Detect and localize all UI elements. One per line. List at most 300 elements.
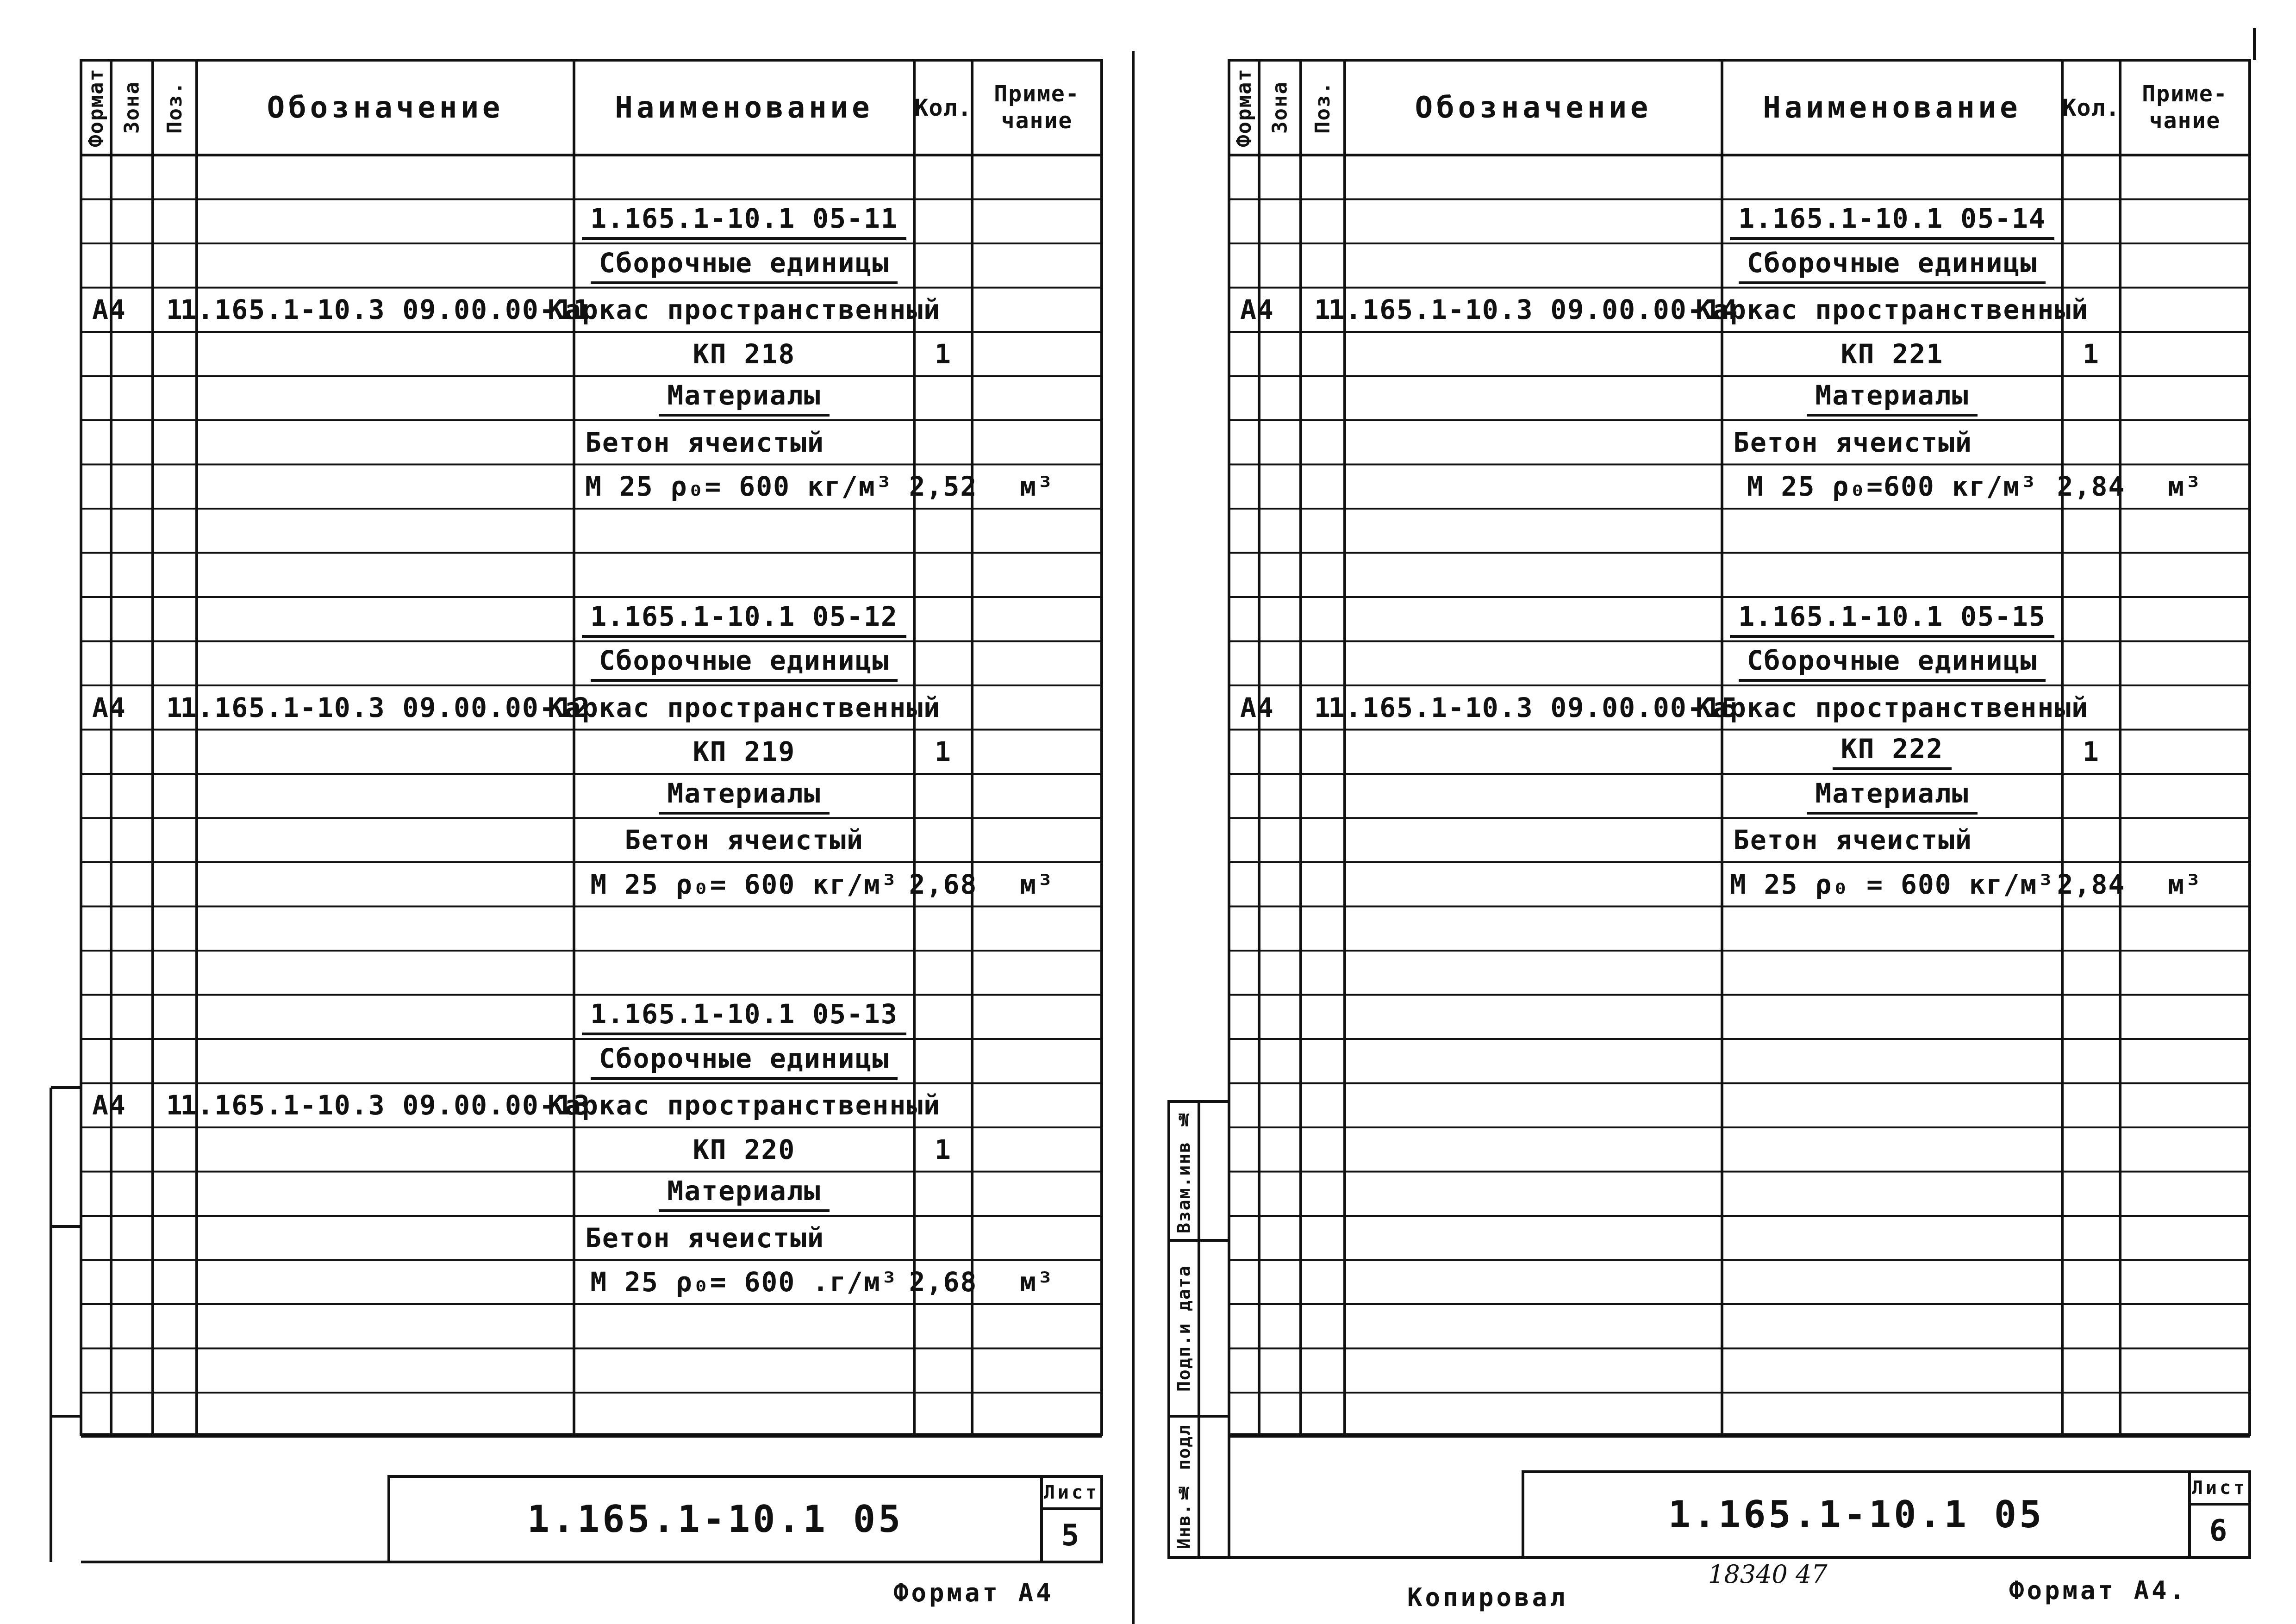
name-cell [1722,862,2062,907]
name-cell [547,685,941,730]
designation-cell [1345,1127,1722,1172]
note-cell [2120,862,2250,907]
name-cell [1722,641,2062,686]
format-cell-text: А4 [1240,294,1274,326]
name-cell [1722,199,2062,244]
name-cell [1722,1393,2062,1437]
quantity-cell-text: 2,68 [909,1266,978,1298]
designation-cell [197,1393,574,1437]
format-cell [81,1260,111,1305]
format-cell [1229,1216,1259,1260]
position-cell [153,1260,197,1305]
quantity-cell-text: 1 [2083,338,2100,370]
format-cell [1229,1393,1259,1437]
position-cell [1301,376,1345,421]
name-cell [574,597,914,641]
signature-date-label: Подп.и дата [1173,1265,1194,1392]
quantity-cell [2062,553,2120,597]
note-cell [972,155,1102,199]
note-cell-text: м³ [1020,868,1054,900]
designation-cell [1345,1039,1722,1083]
header-designation: Обозначение [1415,90,1652,125]
quantity-cell-text: 1 [935,1133,952,1165]
position-cell [153,774,197,818]
name-cell-text: Материалы [1807,380,1977,417]
format-cell [81,1393,111,1437]
format-cell [1229,1304,1259,1349]
designation-cell [1345,332,1722,376]
name-cell [574,199,914,244]
note-cell-text: м³ [2168,471,2202,503]
name-cell [1722,243,2062,288]
position-cell [1301,553,1345,597]
position-cell-text: 1 [166,691,183,723]
name-cell [574,995,914,1039]
note-cell [972,199,1102,244]
designation-cell-text: 1.165.1-10.3 09.00.00-11 [180,294,591,326]
quantity-cell [2062,1304,2120,1349]
note-cell [2120,1083,2250,1128]
format-cell [1229,155,1259,199]
quantity-cell [914,288,972,332]
name-cell [547,1083,941,1128]
position-cell-text: 1 [1314,691,1331,723]
name-cell [574,553,914,597]
note-cell [2120,509,2250,553]
quantity-cell [2057,862,2126,907]
quantity-cell [2057,465,2126,509]
name-cell [574,465,914,509]
quantity-cell [914,376,972,421]
quantity-cell [914,995,972,1039]
name-cell-text: М 25 ρ₀=600 кг/м³ [1747,471,2038,503]
name-cell-text: М 25 ρ₀= 600 кг/м³ [590,868,898,900]
note-cell [972,774,1102,818]
note-cell [972,420,1102,465]
quantity-cell [2062,1172,2120,1216]
designation-cell [1345,862,1722,907]
format-cell [1229,1349,1259,1393]
quantity-cell-text: 2,68 [909,868,978,900]
name-cell-text: Сборочные единицы [591,645,898,682]
position-cell [1301,155,1345,199]
position-cell [1301,862,1345,907]
quantity-cell [914,420,972,465]
designation-cell [197,420,574,465]
name-cell-text: Бетон ячеистый [624,824,864,856]
position-cell [1301,951,1345,995]
name-cell-text: 1.165.1-10.1 05-14 [1730,203,2054,240]
position-cell [153,465,197,509]
position-cell [1301,199,1345,244]
format-cell [81,862,111,907]
note-cell [2120,1216,2250,1260]
format-cell [1229,420,1259,465]
name-cell [1695,685,2089,730]
note-cell [2120,1039,2250,1083]
format-cell [81,597,111,641]
position-cell [153,199,197,244]
designation-cell [180,288,591,332]
quantity-cell [914,818,972,863]
position-cell [1301,332,1345,376]
note-cell [972,641,1102,686]
name-cell-text: 1.165.1-10.1 05-13 [582,998,906,1035]
quantity-cell [914,509,972,553]
name-cell-text: Сборочные единицы [1739,247,2046,284]
quantity-cell [2062,641,2120,686]
quantity-cell-text: 1 [935,736,952,768]
header-name: Наименование [615,90,873,125]
header-zone: Зона [1268,81,1292,134]
format-cell [1229,199,1259,244]
name-cell [574,951,914,995]
designation-cell [197,465,574,509]
name-cell-text: Материалы [659,778,829,815]
designation-cell [1345,774,1722,818]
position-cell [153,818,197,863]
name-cell [574,376,914,421]
quantity-cell [914,641,972,686]
name-cell-text: Материалы [659,380,829,417]
name-cell [1722,332,2062,376]
name-cell-text: КП 218 [693,338,796,370]
name-cell [1722,1127,2062,1172]
designation-cell [1345,995,1722,1039]
name-cell [1695,288,2089,332]
quantity-cell [2062,995,2120,1039]
note-cell [972,951,1102,995]
note-cell [2120,288,2250,332]
quantity-cell [914,597,972,641]
name-cell [1722,1039,2062,1083]
name-cell [574,1393,914,1437]
note-cell [972,1083,1102,1128]
note-cell [2120,818,2250,863]
position-cell [1301,420,1345,465]
note-cell [972,1349,1102,1393]
format-cell [1229,332,1259,376]
note-cell [972,597,1102,641]
position-cell [1301,1216,1345,1260]
designation-cell [197,155,574,199]
format-note: Формат А4 [893,1578,1054,1607]
format-cell [1229,509,1259,553]
quantity-cell [914,1393,972,1437]
designation-cell [1345,1393,1722,1437]
position-cell [1301,1304,1345,1349]
format-cell [1229,1039,1259,1083]
note-cell [972,818,1102,863]
designation-cell [197,1127,574,1172]
note-cell [2120,995,2250,1039]
designation-cell [197,951,574,995]
format-cell [81,774,111,818]
designation-cell [197,730,574,774]
name-cell [574,1172,914,1216]
format-cell [1229,288,1274,332]
position-cell [1301,243,1345,288]
name-cell [547,288,941,332]
name-cell [1722,1172,2062,1216]
quantity-cell-text: 2,52 [909,471,978,503]
position-cell [1301,509,1345,553]
spec-sheet-6 [1148,0,2296,1624]
header-note: Приме-чание [994,81,1080,134]
quantity-cell [914,1127,972,1172]
designation-cell [1345,1260,1722,1305]
quantity-cell-text: 1 [2083,736,2100,768]
quantity-cell [914,1216,972,1260]
format-cell [1229,730,1259,774]
quantity-cell [914,1039,972,1083]
quantity-cell [2062,376,2120,421]
designation-cell [197,774,574,818]
name-cell [1722,995,2062,1039]
quantity-cell-text: 2,84 [2057,868,2126,900]
note-cell [972,1039,1102,1083]
designation-cell [197,243,574,288]
designation-cell [197,1260,574,1305]
quantity-cell [914,907,972,951]
name-cell [574,1039,914,1083]
position-cell [1301,1127,1345,1172]
designation-cell [197,332,574,376]
position-cell [1301,641,1345,686]
note-cell [2120,597,2250,641]
format-cell [1229,1172,1259,1216]
name-cell-text: Сборочные единицы [591,247,898,284]
name-cell [1722,1349,2062,1393]
name-cell [1722,951,2062,995]
note-cell [972,332,1102,376]
position-cell [153,1393,197,1437]
position-cell [153,1216,197,1260]
sheet-divider [1132,51,1135,1624]
quantity-cell [914,553,972,597]
name-cell [574,332,914,376]
format-cell [81,553,111,597]
name-cell-text: Бетон ячеистый [585,426,824,458]
name-cell [574,1216,914,1260]
designation-cell-text: 1.165.1-10.3 09.00.00-14 [1328,294,1739,326]
quantity-cell [909,1260,978,1305]
format-cell [81,288,126,332]
quantity-cell [2062,774,2120,818]
header-note: Приме-чание [2142,81,2228,134]
note-cell [2120,243,2250,288]
name-cell-text: Каркас пространственный [1695,294,2089,326]
name-cell [1722,155,2062,199]
format-cell [1229,995,1259,1039]
position-cell [153,243,197,288]
position-cell [153,1304,197,1349]
quantity-cell [2062,155,2120,199]
designation-cell [1328,288,1739,332]
format-cell [1229,862,1259,907]
format-cell [81,1127,111,1172]
designation-cell [1345,509,1722,553]
note-cell [972,862,1102,907]
note-cell [972,1172,1102,1216]
handwritten-number: 18340 47 [1708,1560,1828,1589]
format-cell [81,1172,111,1216]
designation-cell [197,641,574,686]
name-cell-text: Сборочные единицы [591,1043,898,1080]
header-quantity: Кол. [2062,94,2120,121]
designation-cell [197,862,574,907]
position-cell-text: 1 [166,294,183,326]
designation-cell [197,818,574,863]
name-cell [574,155,914,199]
note-cell [2120,641,2250,686]
note-cell [972,243,1102,288]
designation-cell [1345,199,1722,244]
format-cell [81,1083,126,1128]
position-cell [153,730,197,774]
note-cell [972,907,1102,951]
name-cell-text: 1.165.1-10.1 05-15 [1730,601,2054,638]
sheet-number: 5 [1061,1518,1082,1553]
format-cell [1229,1260,1259,1305]
designation-cell [1345,907,1722,951]
name-cell [574,1127,914,1172]
position-cell [153,1039,197,1083]
quantity-cell [914,1304,972,1349]
name-cell [1722,420,2062,465]
name-cell [1722,907,2062,951]
quantity-cell [914,243,972,288]
name-cell [1722,1260,2062,1305]
note-cell-text: м³ [1020,1266,1054,1298]
designation-cell [1345,1083,1722,1128]
position-cell [1301,465,1345,509]
quantity-cell [2062,243,2120,288]
note-cell [2120,420,2250,465]
position-cell [153,553,197,597]
name-cell [574,774,914,818]
position-cell [153,995,197,1039]
name-cell-text: КП 219 [693,736,796,768]
header-quantity: Кол. [914,94,972,121]
designation-cell [197,1039,574,1083]
format-cell [1229,818,1259,863]
note-cell [972,376,1102,421]
note-cell [2120,199,2250,244]
quantity-cell [2062,685,2120,730]
format-cell [1229,243,1259,288]
designation-cell [197,199,574,244]
note-cell-text: м³ [2168,868,2202,900]
document-designation: 1.165.1-10.1 05 [527,1498,904,1541]
quantity-cell [914,1172,972,1216]
format-cell [81,332,111,376]
designation-cell [197,1304,574,1349]
name-cell-text: Материалы [659,1175,829,1212]
quantity-cell [2062,509,2120,553]
note-cell [972,465,1102,509]
format-cell [1229,641,1259,686]
quantity-cell [914,685,972,730]
format-cell [1229,376,1259,421]
position-cell [153,376,197,421]
note-cell [2120,1304,2250,1349]
note-cell [2120,685,2250,730]
format-cell [81,199,111,244]
format-cell [1229,597,1259,641]
name-cell [1722,509,2062,553]
quantity-cell [914,1349,972,1393]
name-cell-text: КП 222 [1833,733,1952,770]
quantity-cell [2062,907,2120,951]
position-cell [1301,1260,1345,1305]
note-cell [972,288,1102,332]
note-cell [972,1304,1102,1349]
quantity-cell [914,730,972,774]
quantity-cell [2062,420,2120,465]
name-cell [1722,730,2062,774]
format-cell [1229,1083,1259,1128]
document-designation: 1.165.1-10.1 05 [1668,1493,2045,1536]
note-cell [972,995,1102,1039]
quantity-cell [2062,1039,2120,1083]
designation-cell [197,509,574,553]
position-cell-text: 1 [1314,294,1331,326]
position-cell [153,155,197,199]
copied-by-label: Копировал [1407,1583,1568,1612]
designation-cell [197,1216,574,1260]
quantity-cell [2062,597,2120,641]
format-cell [81,951,111,995]
quantity-cell [2062,1260,2120,1305]
format-cell [1229,774,1259,818]
format-cell-text: А4 [92,294,126,326]
name-cell-text: М 25 ρ₀= 600 .г/м³ [590,1266,898,1298]
format-cell [1229,465,1259,509]
name-cell [574,907,914,951]
format-cell [81,155,111,199]
position-cell [1301,1349,1345,1393]
note-cell [2120,907,2250,951]
quantity-cell [909,862,978,907]
header-zone: Зона [120,81,144,134]
format-cell [81,465,111,509]
position-cell [1301,1172,1345,1216]
header-format: Формат [1232,68,1256,147]
format-cell [81,641,111,686]
name-cell [1722,1304,2062,1349]
quantity-cell [2062,199,2120,244]
designation-cell [1345,641,1722,686]
name-cell-text: Бетон ячеистый [585,1222,824,1254]
format-cell [81,730,111,774]
name-cell [1722,1216,2062,1260]
header-position: Поз. [1311,81,1335,134]
quantity-cell-text: 2,84 [2057,471,2126,503]
name-cell [1722,1083,2062,1128]
note-cell [972,1393,1102,1437]
position-cell [1301,730,1345,774]
quantity-cell [914,199,972,244]
position-cell [1301,597,1345,641]
format-cell [81,509,111,553]
note-cell [972,1216,1102,1260]
quantity-cell [914,1083,972,1128]
note-cell [972,685,1102,730]
quantity-cell [909,465,978,509]
name-cell [574,509,914,553]
quantity-cell [2062,332,2120,376]
